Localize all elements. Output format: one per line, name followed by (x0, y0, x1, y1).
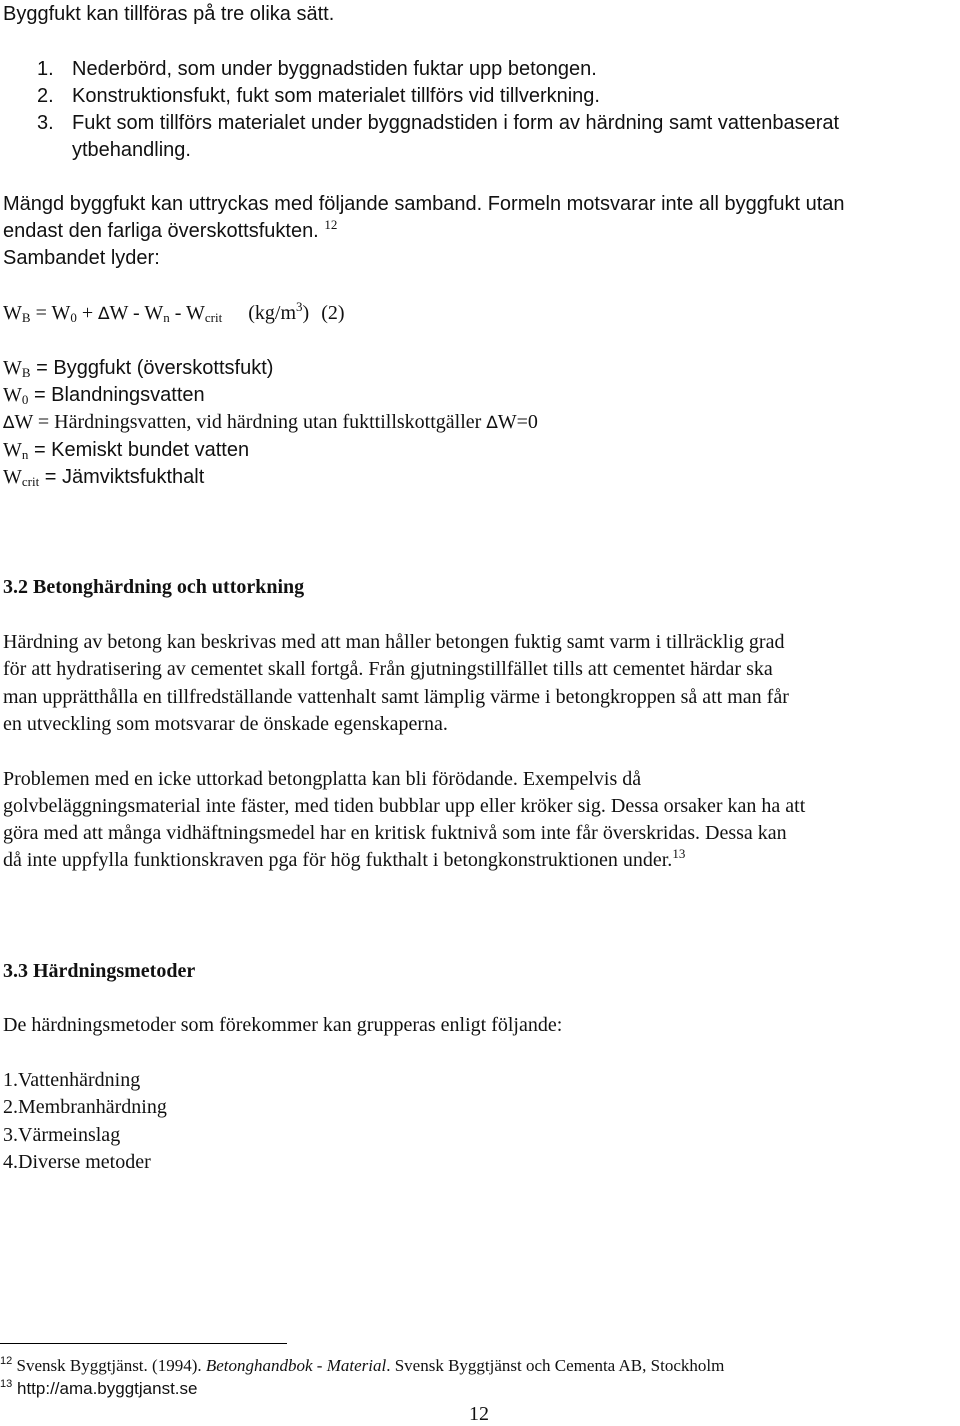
paragraph-line: Mängd byggfukt kan uttryckas med följande samband. Formeln motsvarar inte all byggfukt utan (3, 193, 845, 215)
paragraph-line: Härdning av betong kan beskrivas med att man håller betongen fuktig samt varm i tillräcklig grad (3, 631, 785, 653)
list-item: 1.Vattenhärdning (3, 1069, 141, 1091)
footnote-link[interactable]: http://ama.byggtjanst.se (16, 1379, 198, 1398)
formula: $W_B = W_0 + \Delta W - W_n - W_{crit}$ $(kg/m^3)$ (2) (3, 299, 345, 325)
paragraph-line: Problemen med en icke uttorkad betongplatta kan bli förödande. Exempelvis då (3, 768, 642, 790)
paragraph-line: man upprätthålla en tillfredställande vattenhalt samt lämplig värme i betongkroppen så att man får (3, 686, 789, 708)
definition-item: $W_n$ = Kemiskt bundet vatten (3, 439, 250, 462)
footnote-ref: 12 (324, 217, 338, 232)
list-text: Konstruktionsfukt, fukt som materialet tillförs vid tillverkning. (72, 85, 600, 107)
page-number: 12 (469, 1403, 489, 1425)
list-number: 1. (37, 58, 54, 80)
relation-label: Sambandet lyder: (3, 247, 160, 269)
paragraph-line: för att hydratisering av cementet skall fortgå. Från gjutningstillfället tills att cementet härdar ska (3, 658, 773, 680)
paragraph-line: en utveckling som motsvarar de önskade egenskaperna. (3, 713, 448, 735)
paragraph-line: då inte uppfylla funktionskraven pga för hög fukthalt i betongkonstruktionen under.$^{13}$ (3, 846, 686, 871)
footnote-13: $^{13}$ http://ama.byggtjanst.se (0, 1378, 198, 1398)
intro-heading: Byggfukt kan tillföras på tre olika sätt. (3, 3, 335, 25)
list-number: 3. (37, 112, 54, 134)
list-item (37, 110, 840, 161)
footnote-12: $^{12}$ Svensk Byggtjänst. (1994). Betonghandbok - Material. Svensk Byggtjänst och Cementa AB, Stockholm (0, 1355, 725, 1375)
list-text: Fukt som tillförs materialet under byggnadstiden i form av härdning samt vattenbaserat (72, 112, 840, 134)
section-heading: 3.2 Betonghärdning och uttorkning (3, 576, 305, 598)
section-heading: 3.3 Härdningsmetoder (3, 960, 196, 982)
list-item: 2.Membranhärdning (3, 1096, 167, 1118)
list-item: 4.Diverse metoder (3, 1151, 151, 1173)
list-number: 2. (37, 85, 54, 107)
paragraph-text: endast den farliga överskottsfukten. (3, 220, 319, 242)
definition-item: $W_{crit}$ = Jämviktsfukthalt (3, 466, 205, 489)
definition-item: ∆W = Härdningsvatten, vid härdning utan fukttillskottgäller ∆W=0 (3, 411, 538, 433)
list-item (37, 56, 597, 83)
footnote-separator (0, 1343, 287, 1344)
paragraph-line (3, 218, 337, 245)
section-intro: De härdningsmetoder som förekommer kan grupperas enligt följande: (3, 1014, 563, 1036)
paragraph-line: golvbeläggningsmaterial inte fäster, med tiden bubblar upp eller kröker sig. Dessa orsaker kan ha att (3, 795, 806, 817)
definition-item: $W_0$ = Blandningsvatten (3, 384, 205, 407)
list-item (37, 83, 600, 110)
list-text-continued: ytbehandling. (72, 139, 191, 161)
list-text: Nederbörd, som under byggnadstiden fuktar upp betongen. (72, 58, 597, 80)
paragraph-line: göra med att många vidhäftningsmedel har en kritisk fuktnivå som inte får överskridas. Dessa kan (3, 822, 787, 844)
list-item: 3.Värmeinslag (3, 1124, 121, 1146)
footnote-ref: 13 (672, 846, 686, 861)
definition-item: $W_B$ = Byggfukt (överskottsfukt) (3, 357, 274, 380)
